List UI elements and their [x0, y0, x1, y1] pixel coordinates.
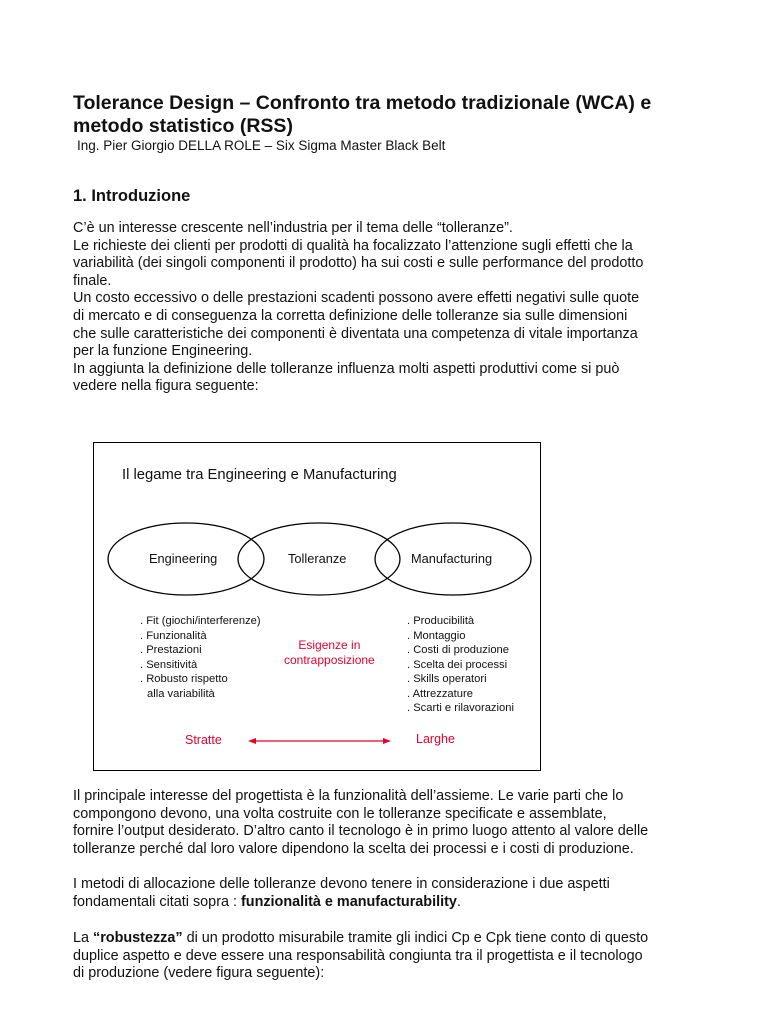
text-line: Un costo eccessivo o delle prestazioni scadenti possono avere effetti negativi sulle quote	[73, 290, 640, 307]
text-line: Le richieste dei clienti per prodotti di qualità ha focalizzato l’attenzione sugli effetti che la	[73, 237, 633, 254]
engineering-manufacturing-figure	[93, 442, 541, 771]
text-line: In aggiunta la definizione delle tolleranze influenza molti aspetti produttivi come si può	[73, 360, 620, 377]
list-item: . Robusto rispetto	[140, 673, 228, 685]
bold-keyword: “robustezza”	[93, 930, 183, 946]
text-line: variabilità (dei singoli componenti il prodotto) ha sui costi e sulle performance del prodotto	[73, 255, 644, 272]
text-line: tolleranze perché dal loro valore dipendono la scelta dei processi e i costi di produzione.	[73, 840, 634, 857]
arrow-head-left	[248, 738, 256, 744]
text-line: vedere nella figura seguente:	[73, 378, 259, 395]
tolleranze-label: Tolleranze	[288, 551, 347, 566]
author-line: Ing. Pier Giorgio DELLA ROLE – Six Sigma Master Black Belt	[77, 138, 446, 153]
list-item: . Producibilità	[407, 615, 475, 627]
list-item: . Montaggio	[407, 629, 466, 642]
title-line: Tolerance Design – Confronto tra metodo tradizionale (WCA) e	[73, 92, 652, 114]
document-title	[73, 92, 713, 138]
text-fragment: fondamentali citati sopra :	[73, 893, 241, 910]
intro-paragraph	[73, 220, 643, 396]
text-line: fornire l’output desiderato. D’altro canto il tecnologo è in primo luogo attento al valore delle	[73, 823, 649, 840]
text-line: Il principale interesse del progettista è la funzionalità dell’assieme. Le varie parti che lo	[73, 788, 624, 804]
text-line: di mercato e di conseguenza la corretta definizione delle tolleranze sia sulle dimensioni	[73, 307, 628, 324]
list-item: . Funzionalità	[140, 629, 207, 642]
text-line: per la funzione Engineering.	[73, 343, 253, 360]
list-item: . Scarti e rilavorazioni	[407, 702, 514, 714]
text-line: I metodi di allocazione delle tolleranze devono tenere in considerazione i due aspetti	[73, 876, 610, 892]
arrow-head-right	[383, 738, 391, 744]
text-fragment: La	[73, 930, 94, 946]
text-line: finale.	[73, 272, 112, 289]
manufacturing-list	[407, 614, 514, 716]
text-line: C’è un interesse crescente nell’industria per il tema delle “tolleranze”.	[73, 220, 513, 236]
list-item: alla variabilità	[147, 687, 215, 700]
robustness-paragraph	[73, 930, 648, 983]
text-line: di produzione (vedere figura seguente):	[73, 965, 325, 982]
conflict-label	[284, 638, 375, 667]
list-item: . Skills operatori	[407, 673, 487, 685]
engineering-label: Engineering	[149, 551, 218, 566]
arrow-label-left: Stratte	[185, 733, 222, 747]
section-heading: 1. Introduzione	[73, 187, 191, 205]
venn-diagram	[94, 443, 540, 770]
text-line	[73, 894, 610, 912]
text-fragment: .	[456, 893, 461, 910]
list-item: . Attrezzature	[407, 687, 473, 700]
title-line: metodo statistico (RSS)	[73, 115, 293, 137]
text-line	[73, 930, 648, 948]
figure-title: Il legame tra Engineering e Manufacturing	[122, 467, 397, 483]
list-item: . Scelta dei processi	[407, 658, 508, 671]
list-item: . Prestazioni	[140, 644, 202, 656]
allocation-paragraph	[73, 876, 610, 911]
text-line: duplice aspetto e deve essere una responsabilità congiunta tra il progettista e il tecnologo	[73, 947, 643, 964]
list-item: . Sensitività	[140, 658, 198, 671]
designer-paragraph	[73, 788, 648, 858]
text-fragment: di un prodotto misurabile tramite gli indici Cp e Cpk tiene conto di questo	[182, 930, 649, 946]
conflict-line: contrapposizione	[284, 652, 375, 667]
conflict-line: Esigenze in	[298, 638, 361, 652]
text-line: che sulle caratteristiche dei componenti è diventata una competenza di vitale importanza	[73, 325, 638, 342]
arrow-label-right: Larghe	[416, 732, 455, 746]
engineering-list	[140, 614, 261, 701]
manufacturing-label: Manufacturing	[411, 551, 493, 566]
text-line: compongono devono, una volta costruite con le tolleranze specificate e assemblate,	[73, 805, 607, 822]
list-item: . Costi di produzione	[407, 644, 509, 656]
list-item: . Fit (giochi/interferenze)	[140, 615, 261, 627]
bold-keywords: funzionalità e manufacturability	[240, 893, 457, 910]
